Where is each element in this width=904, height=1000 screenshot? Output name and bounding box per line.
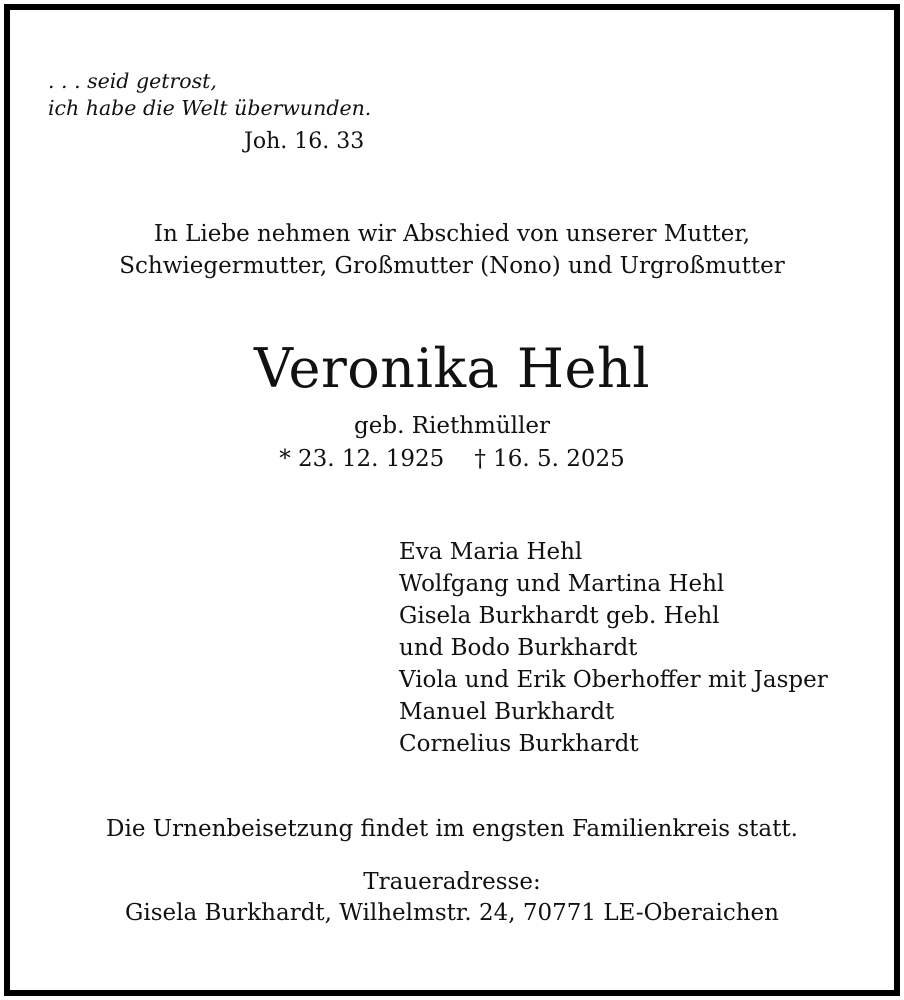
verse-line-1: . . . seid getrost, (48, 69, 217, 93)
mourner-line: Viola und Erik Oberhoffer mit Jasper (399, 667, 828, 693)
verse-reference: Joh. 16. 33 (244, 129, 365, 154)
mourning-address: Gisela Burkhardt, Wilhelmstr. 24, 70771 LE-Oberaichen (125, 900, 779, 926)
death-date: † 16. 5. 2025 (474, 446, 625, 472)
birth-date: * 23. 12. 1925 (279, 446, 445, 472)
mourner-line: Cornelius Burkhardt (399, 731, 639, 757)
life-dates (0, 443, 904, 475)
bible-verse (48, 68, 371, 122)
address-label: Traueradresse: (363, 869, 541, 895)
maiden-name: geb. Riethmüller (354, 413, 550, 439)
mourner-line: und Bodo Burkhardt (399, 635, 638, 661)
intro-line-1: In Liebe nehmen wir Abschied von unserer Mutter, (153, 221, 751, 247)
mourner-line: Manuel Burkhardt (399, 699, 615, 725)
intro-line-2: Schwiegermutter, Großmutter (Nono) und Urgroßmutter (119, 253, 785, 279)
mourners-list (399, 536, 828, 760)
verse-line-2: ich habe die Welt überwunden. (48, 96, 372, 120)
mourner-line: Wolfgang und Martina Hehl (399, 571, 725, 597)
mourner-line: Gisela Burkhardt geb. Hehl (399, 603, 720, 629)
mourner-line: Eva Maria Hehl (399, 539, 583, 565)
deceased-name: Veronika Hehl (253, 337, 651, 400)
obituary-frame (4, 4, 900, 996)
burial-notice: Die Urnenbeisetzung findet im engsten Familienkreis statt. (106, 816, 798, 842)
